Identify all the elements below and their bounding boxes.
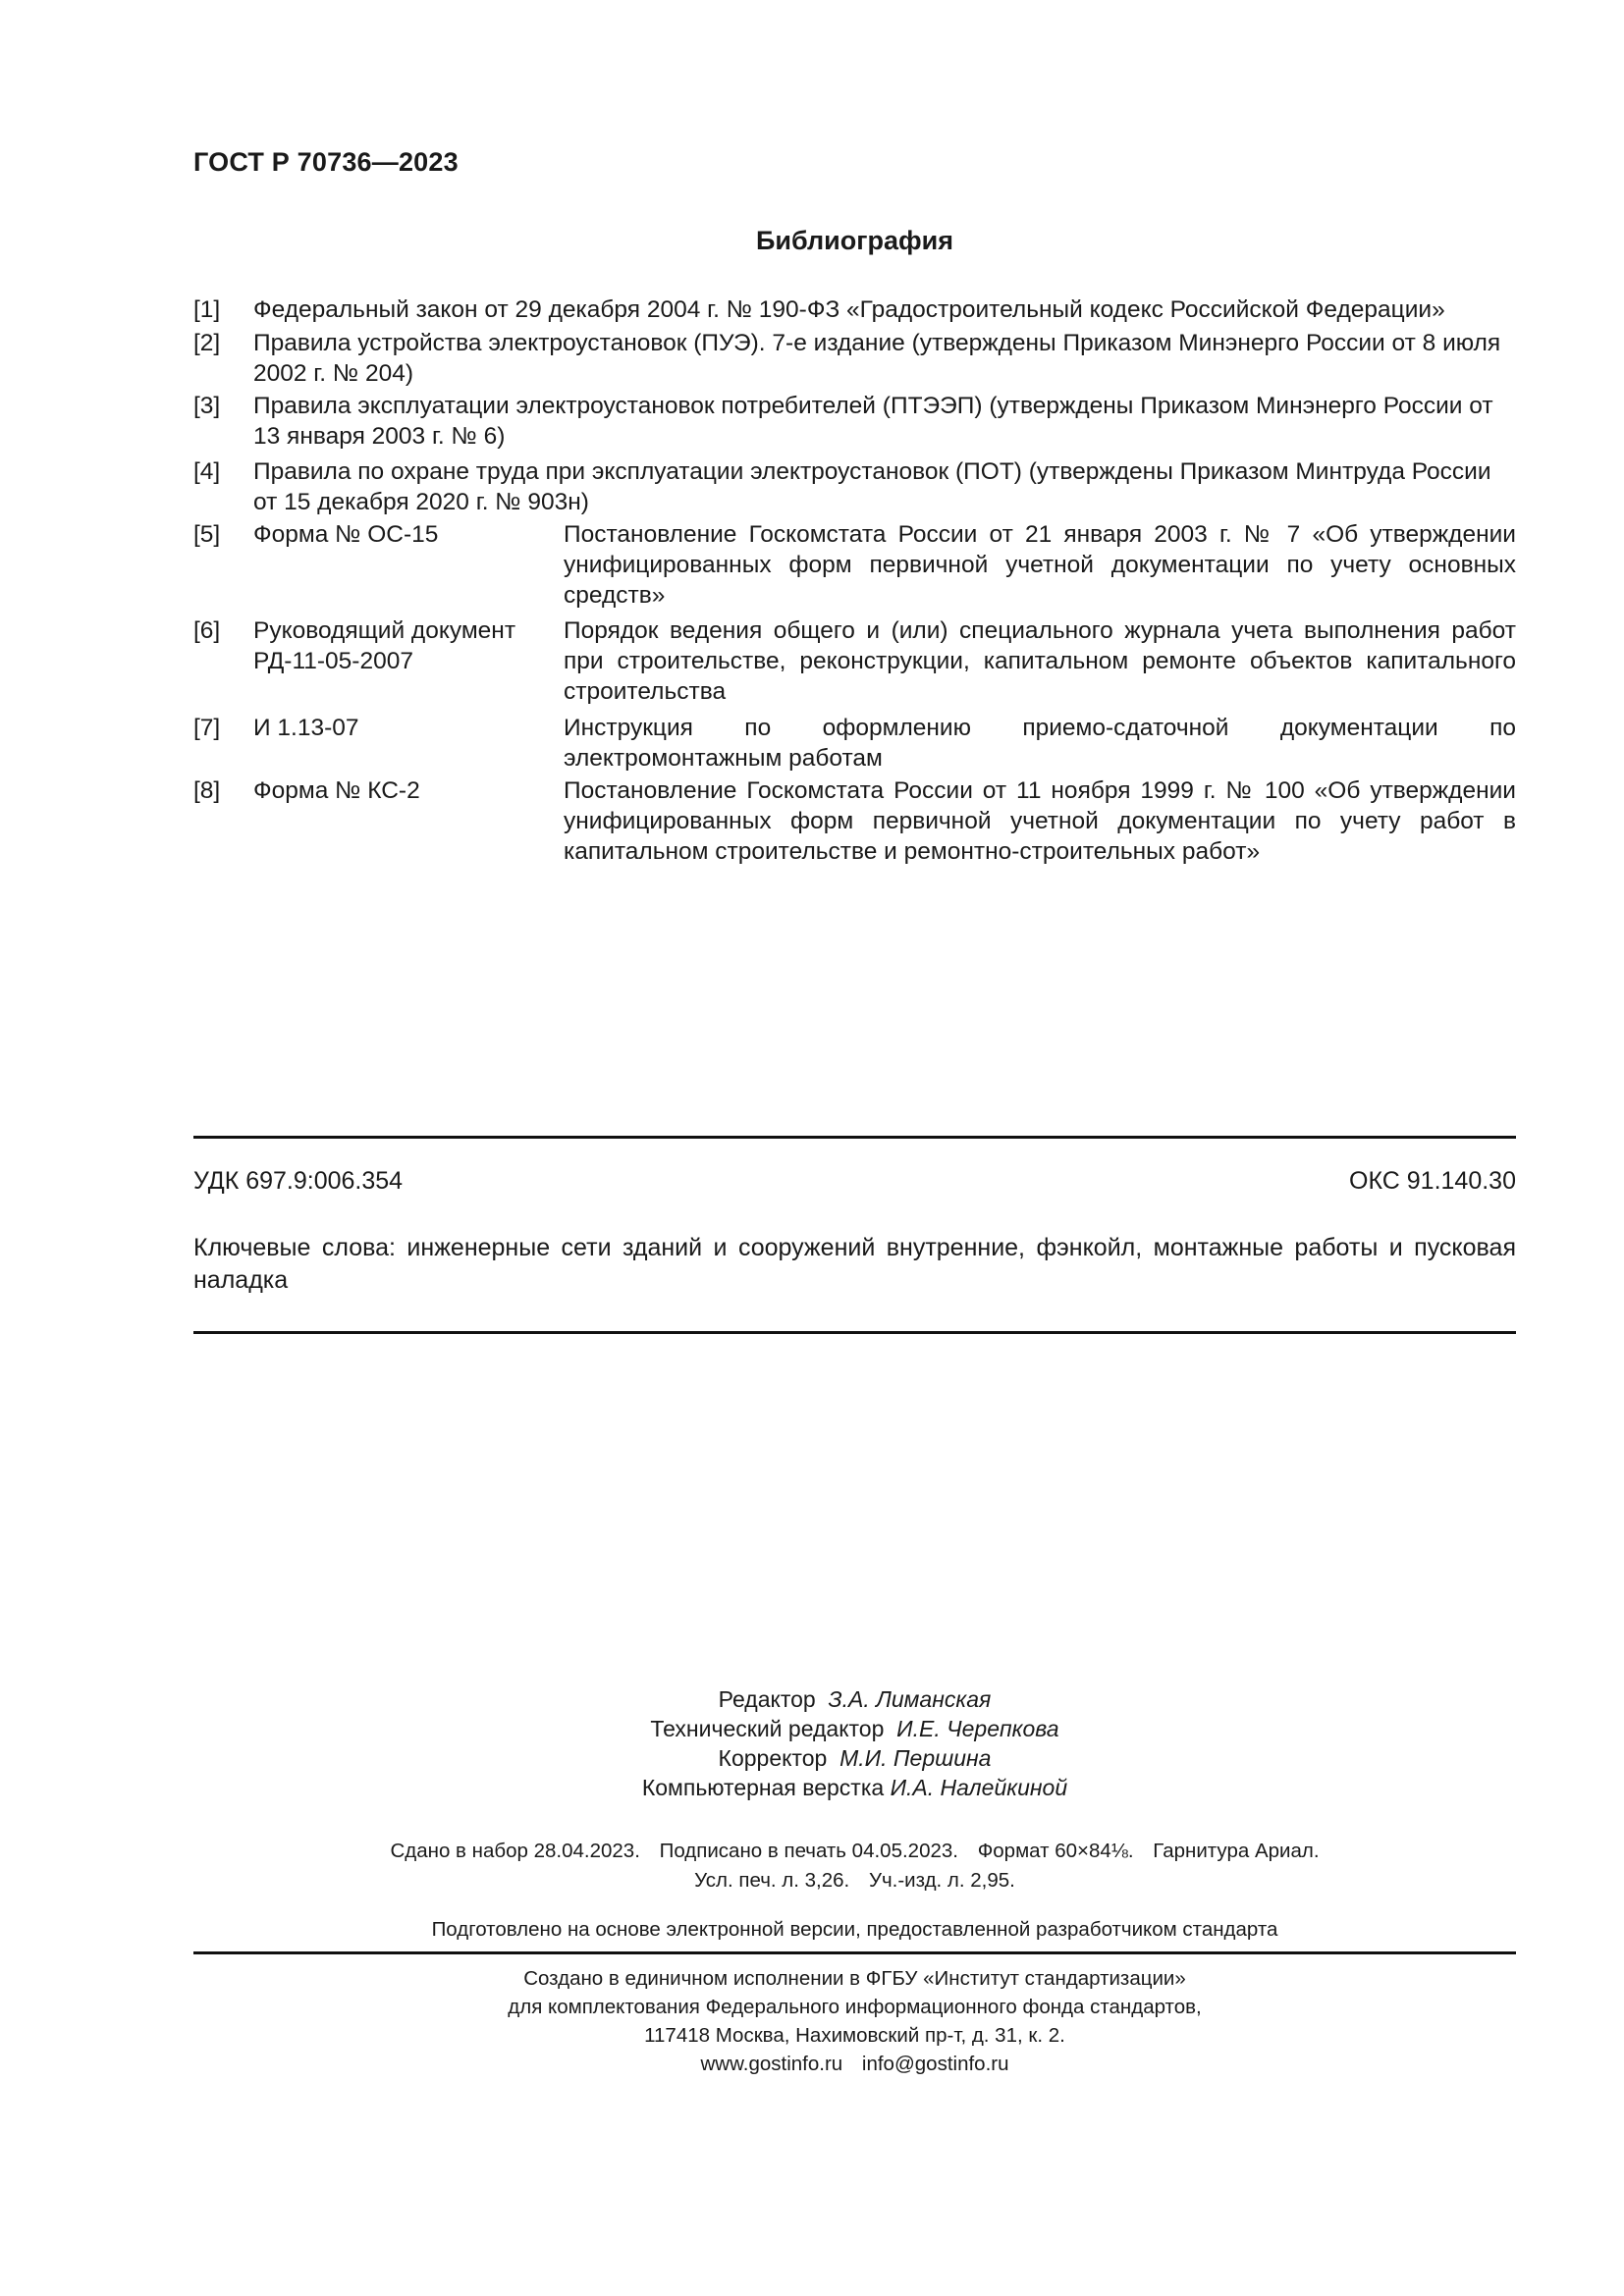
entry-label: И 1.13-07 (253, 715, 359, 741)
entry-description: Порядок ведения общего и (или) специального журнала учета выполнения работ при строительстве, реконструкции, капитальном ремонте объектов капитального строительства (564, 617, 1516, 705)
credit-label: Корректор (718, 1745, 828, 1771)
entry-number: [7] (193, 715, 221, 741)
imprint-line (193, 1866, 1516, 1895)
bibliography-entry (193, 328, 1516, 389)
entry-number: [8] (193, 777, 221, 804)
bibliography-entry (193, 456, 1516, 517)
entry-description: Постановление Госкомстата России от 11 ноября 1999 г. № 100 «Об утверждении унифицированных форм первичной учетной документации по учету работ в капитальном строительстве и ремонтно-строительных работ» (564, 777, 1516, 865)
credit-editor (193, 1684, 1516, 1714)
oks-code: ОКС 91.140.30 (1349, 1167, 1516, 1195)
bibliography-title: Библиография (756, 226, 953, 255)
publisher-contacts (193, 2050, 1516, 2078)
entry-text: Федеральный закон от 29 декабря 2004 г. № 190-ФЗ «Градостроительный кодекс Российской Федерации» (253, 296, 1445, 323)
imprint-line (193, 1837, 1516, 1865)
bibliography-entry (193, 775, 1516, 867)
imprint-pub-sheets: Уч.-изд. л. 2,95. (868, 1869, 1015, 1892)
entry-number: [2] (193, 330, 221, 356)
publisher-email[interactable]: info@gostinfo.ru (861, 2053, 1009, 2075)
entry-number: [5] (193, 521, 221, 548)
imprint-format: Формат 60×84⅛. (977, 1840, 1134, 1862)
bibliography-entry (193, 391, 1516, 452)
credit-label: Компьютерная верстка (641, 1775, 885, 1800)
imprint-typeface: Гарнитура Ариал. (1153, 1840, 1320, 1862)
imprint-prepared: Подготовлено на основе электронной версии, предоставленной разработчиком стандарта (431, 1918, 1278, 1941)
entry-label: Форма № ОС-15 (253, 521, 439, 548)
entry-label: Руководящий документ РД-11-05-2007 (253, 617, 516, 674)
credit-name: И.Е. Черепкова (896, 1716, 1059, 1741)
divider (193, 1951, 1516, 1954)
keywords: Ключевые слова: инженерные сети зданий и сооружений внутренние, фэнкойл, монтажные работы и пусковая наладка (193, 1234, 1516, 1294)
entry-number: [3] (193, 393, 221, 419)
divider (193, 1136, 1516, 1139)
bibliography-entry (193, 294, 1516, 325)
imprint-submitted: Сдано в набор 28.04.2023. (390, 1840, 640, 1862)
credit-tech-editor (193, 1714, 1516, 1743)
entry-description: Инструкция по оформлению приемо-сдаточной документации по электромонтажным работам (564, 715, 1516, 772)
entry-number: [4] (193, 458, 221, 485)
credit-name: И.А. Налейкиной (890, 1775, 1068, 1800)
udk-code: УДК 697.9:006.354 (193, 1167, 404, 1195)
credit-label: Технический редактор (650, 1716, 885, 1741)
bibliography-entry (193, 615, 1516, 707)
publisher-website[interactable]: www.gostinfo.ru (700, 2053, 843, 2075)
imprint-signed: Подписано в печать 04.05.2023. (659, 1840, 958, 1862)
entry-text: Правила по охране труда при эксплуатации электроустановок (ПОТ) (утверждены Приказом Минтруда России от 15 декабря 2020 г. № 903н) (253, 458, 1491, 515)
entry-text: Правила устройства электроустановок (ПУЭ). 7-е издание (утверждены Приказом Минэнерго России от 8 июля 2002 г. № 204) (253, 330, 1501, 387)
entry-number: [1] (193, 296, 221, 323)
credit-name: З.А. Лиманская (828, 1686, 992, 1712)
entry-label: Форма № КС-2 (253, 777, 420, 804)
credit-layout (193, 1773, 1516, 1802)
bibliography-entry (193, 519, 1516, 611)
bibliography-entry (193, 713, 1516, 774)
divider (193, 1331, 1516, 1334)
entry-number: [6] (193, 617, 221, 644)
entry-description: Постановление Госкомстата России от 21 января 2003 г. № 7 «Об утверждении унифицированных форм первичной учетной документации по учету основных средств» (564, 521, 1516, 609)
publisher-line: для комплектования Федерального информационного фонда стандартов, (508, 1996, 1202, 2018)
publisher-line: Создано в единичном исполнении в ФГБУ «Институт стандартизации» (523, 1967, 1186, 1990)
document-code: ГОСТ Р 70736—2023 (193, 147, 459, 177)
credit-name: М.И. Першина (839, 1745, 992, 1771)
credit-corrector (193, 1743, 1516, 1773)
imprint-print-sheets: Усл. печ. л. 3,26. (694, 1869, 850, 1892)
entry-text: Правила эксплуатации электроустановок потребителей (ПТЭЭП) (утверждены Приказом Минэнерго России от 13 января 2003 г. № 6) (253, 393, 1493, 450)
publisher-address: 117418 Москва, Нахимовский пр-т, д. 31, к. 2. (644, 2024, 1065, 2047)
credit-label: Редактор (718, 1686, 816, 1712)
